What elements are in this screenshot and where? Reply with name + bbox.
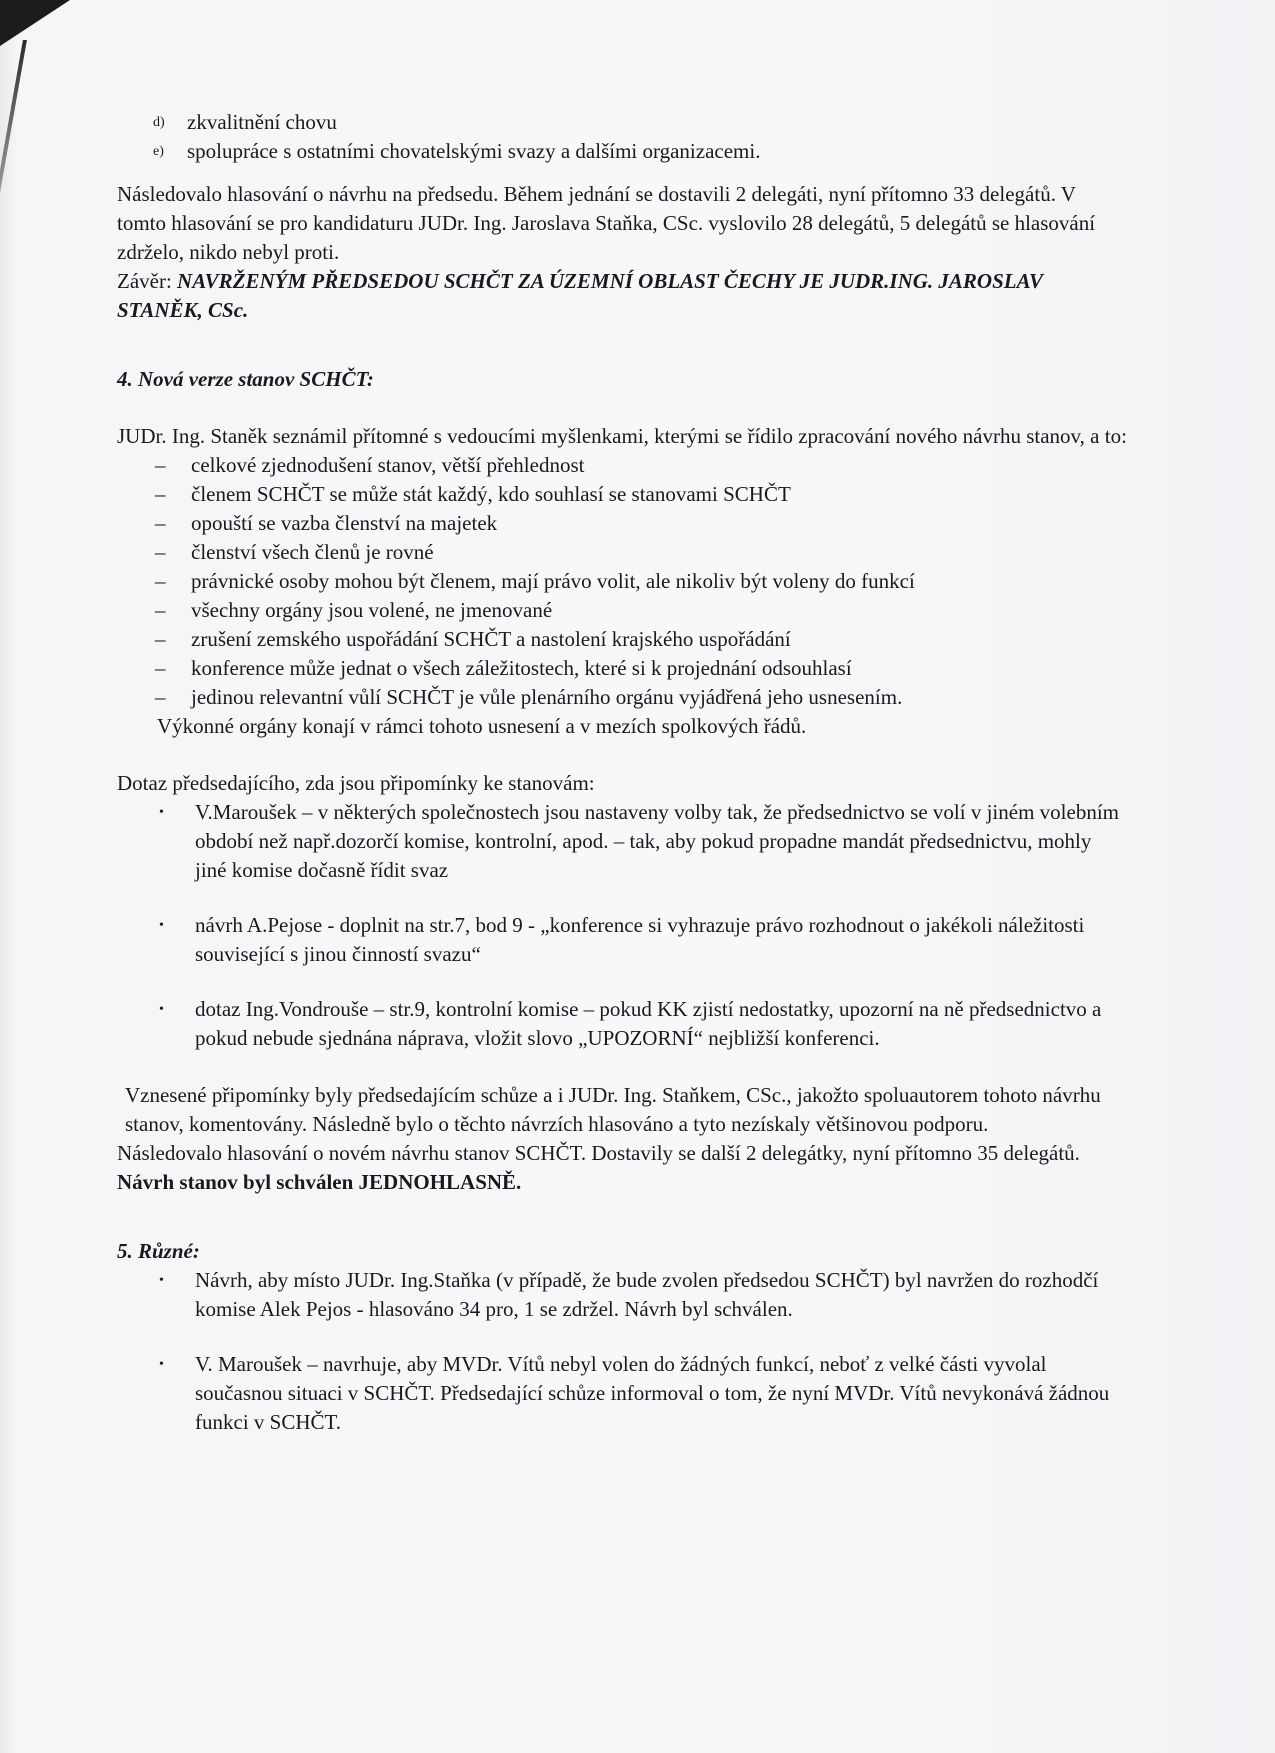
- page-corner-shadow: [0, 0, 70, 46]
- list-item: [155, 683, 1127, 712]
- bullet-marker: •: [159, 918, 164, 933]
- dash-marker: –: [155, 656, 166, 680]
- list-item-text: dotaz Ing.Vondrouše – str.9, kontrolní komise – pokud KK zjistí nedostatky, upozorní na ně předsednictvo a pokud nebude sjednána náprava, vložit slovo „UPOZORNÍ“ nejbližší konferenci.: [195, 997, 1102, 1050]
- dash-marker: –: [155, 627, 166, 651]
- list-item: [117, 137, 1127, 166]
- section-heading: 5. Různé:: [117, 1239, 200, 1263]
- list-item: [155, 509, 1127, 538]
- dash-marker: –: [155, 569, 166, 593]
- list-item-text: jedinou relevantní vůlí SCHČT je vůle plenárního orgánu vyjádřená jeho usnesením.: [191, 685, 903, 709]
- comments-list: [117, 798, 1127, 1053]
- list-item: [117, 108, 1127, 137]
- section-intro: JUDr. Ing. Staněk seznámil přítomné s vedoucími myšlenkami, kterými se řídilo zpracování nového návrhu stanov, a to:: [117, 424, 1127, 448]
- dash-list: [117, 451, 1127, 712]
- list-item-text: členství všech členů je rovné: [191, 540, 434, 564]
- list-item: [155, 625, 1127, 654]
- result-paragraph: Vznesené připomínky byly předsedajícím schůze a i JUDr. Ing. Staňkem, CSc., jakožto spoluautorem tohoto návrhu stanov, komentovány. Následně bylo o těchto návrzích hlasováno a tyto nezískaly většinovou podporu.: [125, 1083, 1101, 1136]
- bullet-marker: •: [159, 1002, 164, 1017]
- dash-marker: –: [155, 685, 166, 709]
- list-item-text: právnické osoby mohou být členem, mají právo volit, ale nikoliv být voleny do funkcí: [191, 569, 915, 593]
- list-item-text: členem SCHČT se může stát každý, kdo souhlasí se stanovami SCHČT: [191, 482, 791, 506]
- conclusion-label: Závěr:: [117, 269, 172, 293]
- vote-paragraph: Následovalo hlasování o návrhu na předsedu. Během jednání se dostavili 2 delegáti, nyní přítomno 33 delegátů. V tomto hlasování se pro kandidaturu JUDr. Ing. Jaroslava Staňka, CSc. vyslovilo 28 delegátů, 5 delegátů se hlasování zdrželo, nikdo nebyl proti.: [117, 182, 1096, 264]
- list-item: [159, 1350, 1127, 1437]
- bullet-marker: •: [159, 805, 164, 820]
- list-item-text: spolupráce s ostatními chovatelskými svazy a dalšími organizacemi.: [187, 139, 761, 163]
- list-item: [155, 451, 1127, 480]
- list-item-text: konference může jednat o všech záležitostech, které si k projednání odsouhlasí: [191, 656, 852, 680]
- list-item-text: všechny orgány jsou volené, ne jmenované: [191, 598, 553, 622]
- section-heading: 4. Nová verze stanov SCHČT:: [117, 367, 374, 391]
- dash-marker: –: [155, 453, 166, 477]
- conclusion-text: NAVRŽENÝM PŘEDSEDOU SCHČT ZA ÚZEMNÍ OBLAST ČECHY JE JUDR.ING. JAROSLAV STANĚK, CSc.: [117, 269, 1043, 322]
- list-item: [155, 654, 1127, 683]
- dash-marker: –: [155, 540, 166, 564]
- list-item: [155, 480, 1127, 509]
- list-item-text: zkvalitnění chovu: [187, 110, 337, 134]
- final-result: Návrh stanov byl schválen JEDNOHLASNĚ.: [117, 1170, 522, 1194]
- bullet-marker: •: [159, 1273, 164, 1288]
- dash-marker: –: [155, 482, 166, 506]
- conclusion: [117, 267, 1127, 325]
- dash-marker: –: [155, 598, 166, 622]
- list-item-text: Návrh, aby místo JUDr. Ing.Staňka (v případě, že bude zvolen předsedou SCHČT) byl navržen do rozhodčí komise Alek Pejos - hlasováno 34 pro, 1 se zdržel. Návrh byl schválen.: [195, 1268, 1099, 1321]
- list-item: [159, 1266, 1127, 1324]
- misc-list: [117, 1266, 1127, 1437]
- list-marker: e): [153, 144, 164, 159]
- bullet-marker: •: [159, 1357, 164, 1372]
- page-edge-shadow: [0, 40, 27, 300]
- list-item: [155, 538, 1127, 567]
- list-item-text: opouští se vazba členství na majetek: [191, 511, 498, 535]
- list-item-text: V.Maroušek – v některých společnostech jsou nastaveny volby tak, že předsednictvo se volí v jiném volebním období než např.dozorčí komise, kontrolní, apod. – tak, aby pokud propadne mandát předsednictvu, mohly jiné komise dočasně řídit svaz: [195, 800, 1119, 882]
- final-vote-paragraph: [117, 1139, 1127, 1197]
- list-item: [159, 995, 1127, 1053]
- list-item: [155, 567, 1127, 596]
- document-body: [117, 108, 1127, 1437]
- list-item: [159, 911, 1127, 969]
- list-item-text: návrh A.Pejose - doplnit na str.7, bod 9 - „konference si vyhrazuje právo rozhodnout o jakékoli náležitosti související s jinou činností svazu“: [195, 913, 1085, 966]
- final-vote-text: Následovalo hlasování o novém návrhu stanov SCHČT. Dostavily se další 2 delegátky, nyní přítomno 35 delegátů.: [117, 1141, 1080, 1165]
- list-marker: d): [153, 115, 165, 130]
- list-item: [155, 596, 1127, 625]
- dash-marker: –: [155, 511, 166, 535]
- list-item: [159, 798, 1127, 885]
- list-item-text: zrušení zemského uspořádání SCHČT a nastolení krajského uspořádání: [191, 627, 791, 651]
- list-item-text: V. Maroušek – navrhuje, aby MVDr. Vítů nebyl volen do žádných funkcí, neboť z velké části vyvolal současnou situaci v SCHČT. Předsedající schůze informoval o tom, že nyní MVDr. Vítů nevykonává žádnou funkci v SCHČT.: [195, 1352, 1110, 1434]
- after-list-text: Výkonné orgány konají v rámci tohoto usnesení a v mezích spolkových řádů.: [157, 714, 807, 738]
- query-text: Dotaz předsedajícího, zda jsou připomínky ke stanovám:: [117, 771, 595, 795]
- list-item-text: celkové zjednodušení stanov, větší přehlednost: [191, 453, 585, 477]
